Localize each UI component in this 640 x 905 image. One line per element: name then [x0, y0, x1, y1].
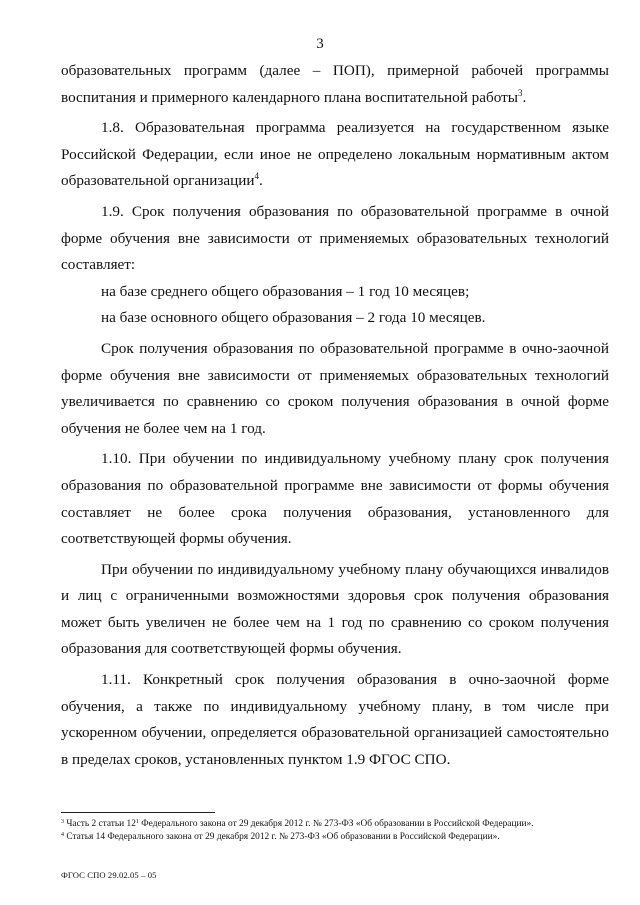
- paragraph: При обучении по индивидуальному учебному плану обучающихся инвалидов и лиц с ограниченными возможностями здоровья срок получения образования может быть увеличен не более чем на 1 год по сравнению со сроком получения образования для соответствующей формы обучения.: [61, 560, 609, 658]
- paragraph-1-11: 1.11. Конкретный срок получения образования в очно-заочной форме обучения, а также по индивидуальному учебному плану, в том числе при ускоренном обучении, определяется образовательной организацией самостоятельно в пределах сроков, установленных пунктом 1.9 ФГОС СПО.: [61, 671, 609, 768]
- footnote-divider: [61, 812, 215, 813]
- footnote-mark: 3: [61, 819, 64, 825]
- paragraph: [61, 58, 609, 111]
- paragraph-tail: .: [259, 172, 263, 190]
- footnotes: [61, 818, 621, 843]
- page-number: 3: [316, 36, 324, 52]
- footnote-text: Статья 14 Федерального закона от 29 декабря 2012 г. № 273-ФЗ «Об образовании в Российской Федерации».: [66, 831, 500, 842]
- footnote-mark: 4: [61, 831, 64, 838]
- footnote-ref: 3: [517, 87, 523, 98]
- paragraph-1-9: 1.9. Срок получения образования по образовательной программе в очной форме обучения вне зависимости от применяемых образовательных технологий составляет:: [61, 202, 609, 274]
- list-item: на базе основного общего образования – 2 года 10 месяцев.: [101, 309, 486, 327]
- paragraph-text: 1.8. Образовательная программа реализуется на государственном языке Российской Федерации, если иное не определено локальным нормативным актом образовательной организации: [61, 119, 609, 190]
- paragraph-tail: .: [522, 88, 527, 106]
- paragraph-1-8: [61, 115, 609, 195]
- footnote-ref: 4: [254, 171, 260, 182]
- paragraph-text: образовательных программ (далее – ПОП), примерной рабочей программы воспитания и примерного календарного плана воспитательной работы: [61, 62, 609, 106]
- footnote: [61, 818, 621, 831]
- paragraph-1-10: 1.10. При обучении по индивидуальному учебному плану срок получения образования по образовательной программе вне зависимости от формы обучения составляет не более срока получения образования, установленного для соответствующей формы обучения.: [61, 450, 609, 548]
- footnote-sup: 1: [135, 819, 139, 825]
- document-body: [61, 58, 609, 773]
- list-item: на базе среднего общего образования – 1 год 10 месяцев;: [101, 282, 470, 300]
- footnote-text: Часть 2 статьи 12: [66, 819, 136, 829]
- footnote: [61, 831, 621, 844]
- footer-code: ФГОС СПО 29.02.05 – 05: [61, 870, 157, 880]
- paragraph: Срок получения образования по образовательной программе в очно-заочной форме обучения вне зависимости от применяемых образовательных технологий увеличивается по сравнению со сроком получения образования в очной форме обучения не более чем на 1 год.: [61, 339, 609, 437]
- footnote-text: Федерального закона от 29 декабря 2012 г. № 273-ФЗ «Об образовании в Российской Федерации».: [138, 819, 534, 829]
